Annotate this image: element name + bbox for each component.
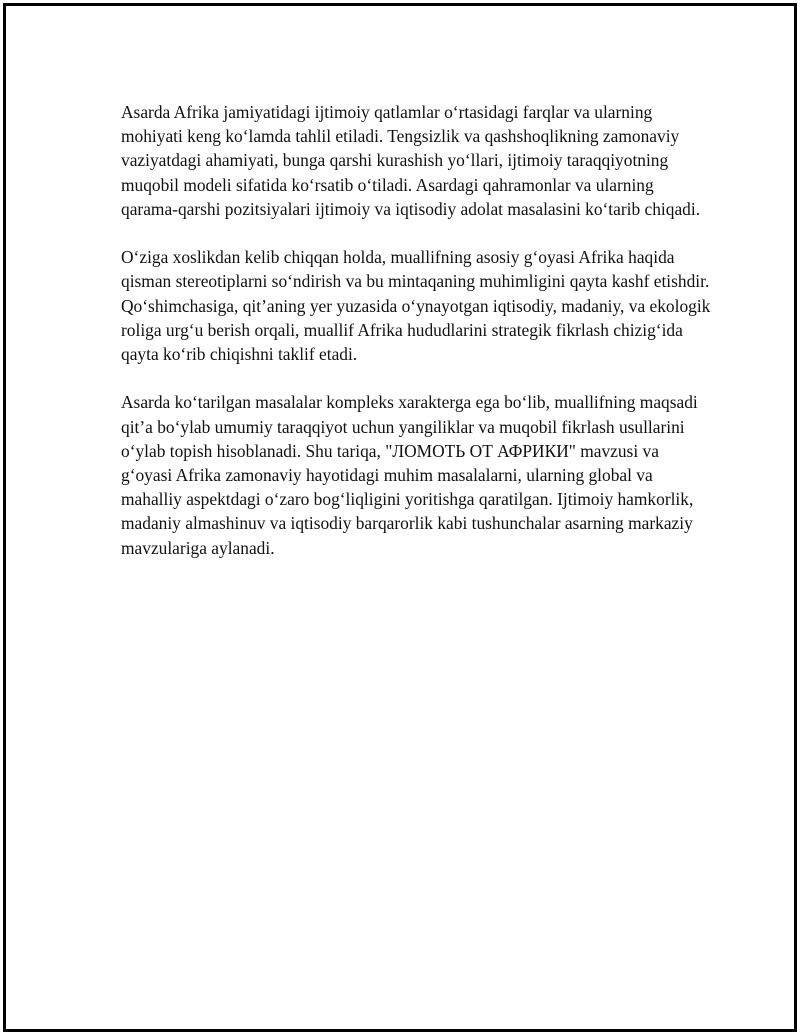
page-frame — [3, 3, 797, 1032]
document-body — [121, 100, 711, 584]
paragraph-2: O‘ziga xoslikdan kelib chiqqan holda, muallifning asosiy g‘oyasi Afrika haqida qisman stereotiplarni so‘ndirish va bu mintaqaning muhimligini qayta kashf etishdir. Qo‘shimchasiga, qit’aning yer yuzasida o‘ynayotgan iqtisodiy, madaniy, va ekologik roliga urg‘u berish orqali, muallif Afrika hududlarini strategik fikrlash chizig‘ida qayta ko‘rib chiqishni taklif etadi. — [121, 247, 711, 365]
paragraph-1: Asarda Afrika jamiyatidagi ijtimoiy qatlamlar o‘rtasidagi farqlar va ularning mohiyati keng ko‘lamda tahlil etiladi. Tengsizlik va qashshoqlikning zamonaviy vaziyatdagi ahamiyati, bunga qarshi kurashish yo‘llari, ijtimoiy taraqqiyotning muqobil modeli sifatida ko‘rsatib o‘tiladi. Asardagi qahramonlar va ularning qarama-qarshi pozitsiyalari ijtimoiy va iqtisodiy adolat masalasini ko‘tarib chiqadi. — [121, 102, 701, 219]
paragraph-3: Asarda ko‘tarilgan masalalar kompleks xarakterga ega bo‘lib, muallifning maqsadi qit’a bo‘ylab umumiy taraqqiyot uchun yangiliklar va muqobil fikrlash usullarini o‘ylab topish hisoblanadi. Shu tariqa, "ЛОМОТЬ ОТ АФРИКИ" mavzusi va g‘oyasi Afrika zamonaviy hayotidagi muhim masalalarni, ularning global va mahalliy aspektdagi o‘zaro bog‘liqligini yoritishga qaratilgan. Ijtimoiy hamkorlik, madaniy almashinuv va iqtisodiy barqarorlik kabi tushunchalar asarning markaziy mavzulariga aylanadi. — [121, 392, 698, 558]
